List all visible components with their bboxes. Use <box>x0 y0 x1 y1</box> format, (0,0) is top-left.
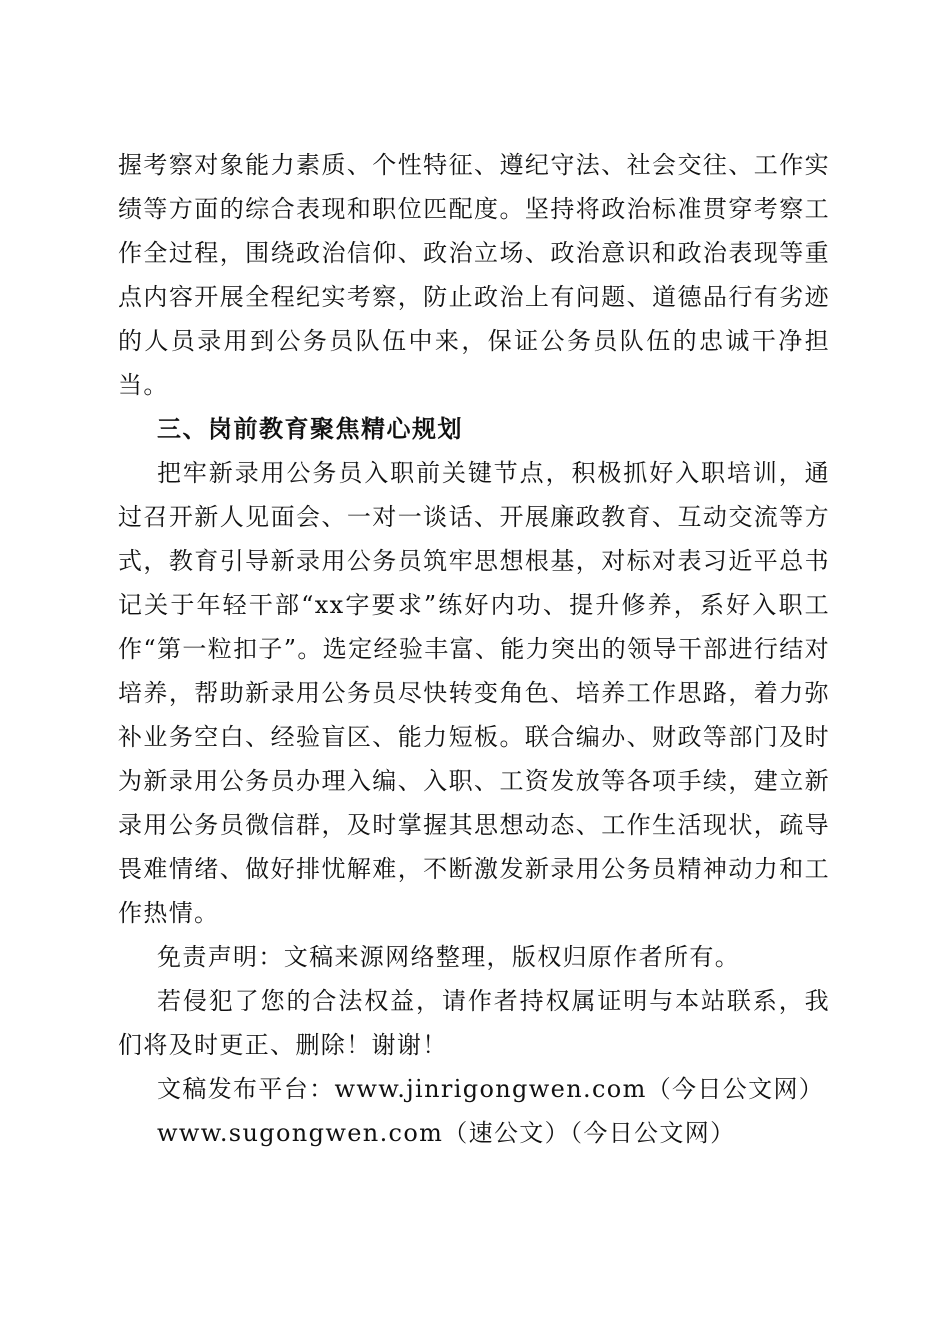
section-heading: 三、岗前教育聚焦精心规划 <box>157 415 463 443</box>
section-body-paragraph: 把牢新录用公务员入职前关键节点，积极抓好入职培训，通过召开新人见面会、一对一谈话、开展廉政教育、互动交流等方式，教育引导新录用公务员筑牢思想根基，对标对表习近平总书记关于年轻干部“xx字要求”练好内功、提升修养，系好入职工作“第一粒扣子”。选定经验丰富、能力突出的领导干部进行结对培养，帮助新录用公务员尽快转变角色、培养工作思路，着力弥补业务空白、经验盲区、能力短板。联合编办、财政等部门及时为新录用公务员办理入编、入职、工资发放等各项手续，建立新录用公务员微信群，及时掌握其思想动态、工作生活现状，疏导畏难情绪、做好排忧解难，不断激发新录用公务员精神动力和工作热情。 <box>118 459 830 927</box>
site-line: www.sugongwen.com（速公文）（今日公文网） <box>157 1119 736 1147</box>
infringement-notice: 若侵犯了您的合法权益，请作者持权属证明与本站联系，我们将及时更正、删除！谢谢！ <box>118 987 830 1059</box>
platform-line: 文稿发布平台：www.jinrigongwen.com（今日公文网） <box>157 1075 825 1103</box>
paragraph-continuation: 握考察对象能力素质、个性特征、遵纪守法、社会交往、工作实绩等方面的综合表现和职位匹配度。坚持将政治标准贯穿考察工作全过程，围绕政治信仰、政治立场、政治意识和政治表现等重点内容开展全程纪实考察，防止政治上有问题、道德品行有劣迹的人员录用到公务员队伍中来，保证公务员队伍的忠诚干净担当。 <box>118 151 830 399</box>
document-content <box>118 143 830 1155</box>
disclaimer-line: 免责声明：文稿来源网络整理，版权归原作者所有。 <box>157 943 741 971</box>
